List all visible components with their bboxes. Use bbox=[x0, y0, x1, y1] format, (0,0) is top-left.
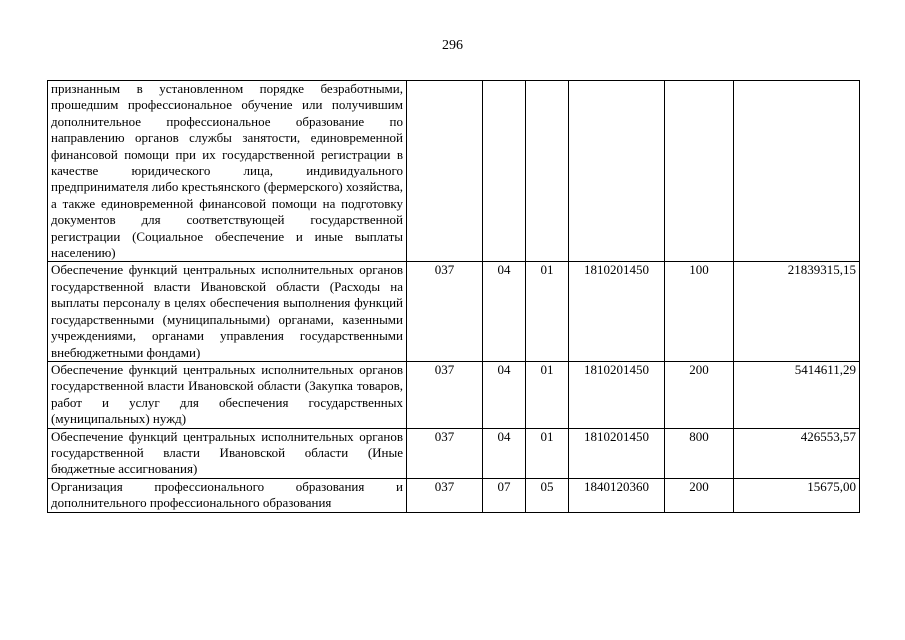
row-ministry-code: 037 bbox=[407, 478, 483, 512]
row-ministry-code: 037 bbox=[407, 361, 483, 428]
row-description: Обеспечение функций центральных исполнительных органов государственной власти Ивановской области (Закупка товаров, работ и услуг для обеспечения государственных (муниципальных) нужд) bbox=[48, 361, 407, 428]
budget-table bbox=[47, 80, 860, 513]
row-description: Организация профессионального образования и дополнительного профессионального образования bbox=[48, 478, 407, 512]
row-description: признанным в установленном порядке безработными, прошедшим профессиональное обучение или получившим дополнительное профессиональное образование по направлению органов службы занятости, единовременной финансовой помощи при их государственной регистрации в качестве юридического лица, индивидуального предпринимателя либо крестьянского (фермерского) хозяйства, а также единовременной финансовой помощи на подготовку документов для соответствующей государственной регистрации (Социальное обеспечение и иные выплаты населению) bbox=[48, 81, 407, 262]
row-expense-type: 200 bbox=[665, 361, 734, 428]
row-ministry-code: 037 bbox=[407, 428, 483, 478]
row-subsection-code: 05 bbox=[526, 478, 569, 512]
table-row bbox=[48, 361, 860, 428]
table-row bbox=[48, 262, 860, 361]
row-target-article: 1810201450 bbox=[569, 428, 665, 478]
row-expense-type: 800 bbox=[665, 428, 734, 478]
row-target-article: 1840120360 bbox=[569, 478, 665, 512]
row-subsection-code: 01 bbox=[526, 428, 569, 478]
row-ministry-code bbox=[407, 81, 483, 262]
row-amount: 426553,57 bbox=[734, 428, 860, 478]
row-subsection-code bbox=[526, 81, 569, 262]
row-expense-type: 200 bbox=[665, 478, 734, 512]
row-expense-type bbox=[665, 81, 734, 262]
row-section-code: 07 bbox=[483, 478, 526, 512]
table-row bbox=[48, 428, 860, 478]
row-target-article bbox=[569, 81, 665, 262]
row-amount: 5414611,29 bbox=[734, 361, 860, 428]
row-description: Обеспечение функций центральных исполнительных органов государственной власти Ивановской области (Расходы на выплаты персоналу в целях обеспечения выполнения функций государственными (муниципальными) органами, казенными учреждениями, органами управления государственными внебюджетными фондами) bbox=[48, 262, 407, 361]
row-target-article: 1810201450 bbox=[569, 262, 665, 361]
row-subsection-code: 01 bbox=[526, 361, 569, 428]
row-ministry-code: 037 bbox=[407, 262, 483, 361]
row-section-code: 04 bbox=[483, 262, 526, 361]
row-amount bbox=[734, 81, 860, 262]
row-section-code: 04 bbox=[483, 361, 526, 428]
row-target-article: 1810201450 bbox=[569, 361, 665, 428]
row-amount: 21839315,15 bbox=[734, 262, 860, 361]
page-number: 296 bbox=[442, 38, 463, 53]
row-subsection-code: 01 bbox=[526, 262, 569, 361]
row-amount: 15675,00 bbox=[734, 478, 860, 512]
row-section-code: 04 bbox=[483, 428, 526, 478]
row-expense-type: 100 bbox=[665, 262, 734, 361]
row-description: Обеспечение функций центральных исполнительных органов государственной власти Ивановской области (Иные бюджетные ассигнования) bbox=[48, 428, 407, 478]
table-row bbox=[48, 478, 860, 512]
table-row bbox=[48, 81, 860, 262]
row-section-code bbox=[483, 81, 526, 262]
